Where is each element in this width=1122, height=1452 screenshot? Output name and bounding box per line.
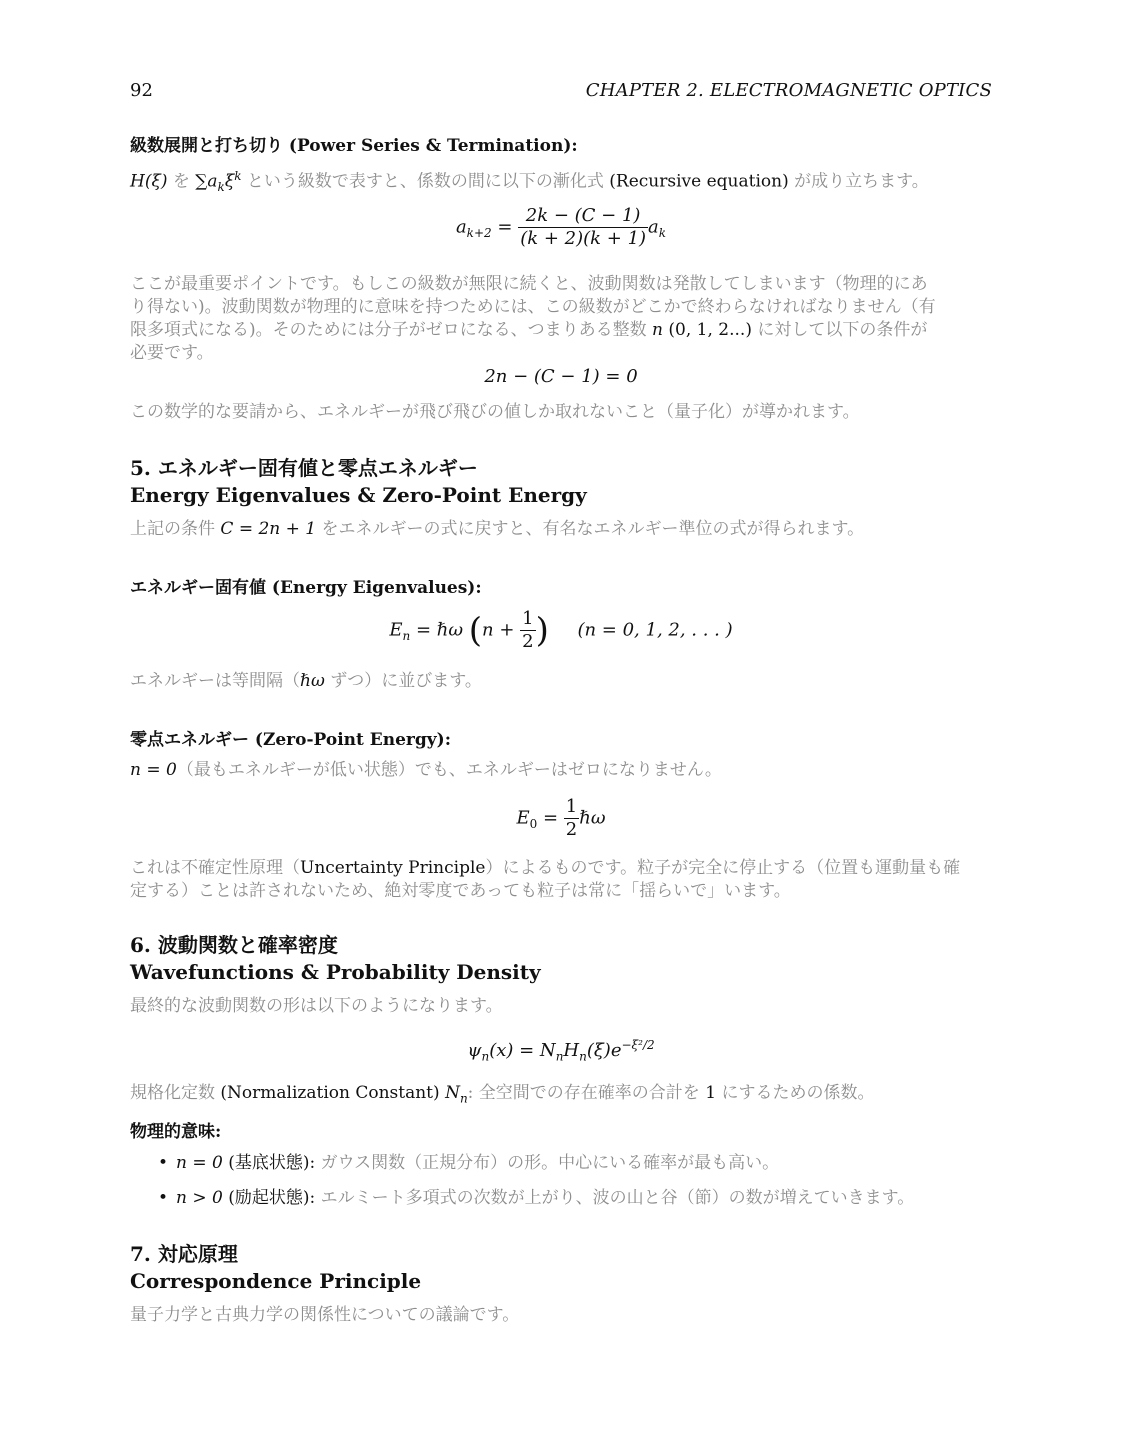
section-5-title-jp: 5. エネルギー固有値と零点エネルギー [130,456,478,480]
quantization-conclusion: この数学的な要請から、エネルギーが飛び飛びの値しか取れないこと（量子化）が導かれます。 [130,402,860,422]
section-5-intro: 上記の条件 C = 2n + 1 をエネルギーの式に戻すと、有名なエネルギー準位の式が得られます。 [130,519,865,539]
section-6-title-en: Wavefunctions & Probability Density [130,960,541,984]
zero-point-equation: $E_0$ = $\frac{1}{2}$ ℏω [516,796,606,840]
list-item: • n > 0 (励起状態): エルミート多項式の次数が上がり、波の山と谷（節）の数が増えていきます。 [158,1188,915,1208]
termination-paragraph: ここが最重要ポイントです。もしこの級数が無限に続くと、波動関数は発散してしまいます（物理的にあ り得ない)。波動関数が物理的に意味を持つためには、この級数がどこかで終わらなければなりません（有 限多項式になる)。そのためには分子がゼロになる、つまりある整数 n (0, 1, 2...) に対して以下の条件が 必要です。 [130,274,936,363]
physical-meaning-list [158,1152,992,1212]
list-item: • n = 0 (基底状態): ガウス関数（正規分布）の形。中心にいる確率が最も高い。 [158,1153,780,1173]
section-5-title-en: Energy Eigenvalues & Zero-Point Energy [130,483,587,507]
section-7-intro: 量子力学と古典力学の関係性についての議論です。 [130,1305,520,1325]
section-7-title-en: Correspondence Principle [130,1269,422,1293]
zero-point-intro: n = 0（最もエネルギーが低い状態）でも、エネルギーはゼロになりません。 [130,760,722,780]
running-header-chapter: CHAPTER 2. ELECTROMAGNETIC OPTICS [585,80,992,101]
section-7-title-jp: 7. 対応原理 [130,1242,238,1266]
wavefunction-equation: $\psi_n(x) = N_nH_n(\xi)e^{-\xi^2/2}$ [467,1038,655,1064]
recursion-fraction: $\frac{2k - (C - 1)}{(k + 2)(k + 1)}$ [520,205,647,249]
eigenvalues-heading: エネルギー固有値 (Energy Eigenvalues): [130,578,482,598]
document-page [130,0,992,1452]
eigenvalue-note: エネルギーは等間隔（ℏω ずつ）に並びます。 [130,671,482,691]
physical-meaning-heading: 物理的意味: [130,1122,222,1142]
power-series-heading: 級数展開と打ち切り (Power Series & Termination): [130,136,578,156]
section-6-intro: 最終的な波動関数の形は以下のようになります。 [130,996,503,1016]
recursion-equation: $a_{k+2}$ = $\frac{2k - (C - 1)}{(k + 2)(k + 1)}$ $a_k$ [455,205,667,249]
page-number: 92 [130,80,153,101]
normalization-note: 規格化定数 (Normalization Constant) $N_n$: 全空間での存在確率の合計を 1 にするための係数。 [130,1083,875,1106]
termination-condition: 2n − (C − 1) = 0 [484,366,638,387]
uncertainty-paragraph: これは不確定性原理（Uncertainty Principle）によるものです。粒子が完全に停止する（位置も運動量も確 定する）ことは許されないため、絶対零度であっても粒子は常に「揺らいで」います。 [130,858,961,901]
power-series-intro: H(ξ) を $\sum a_k\xi^k$ という級数で表すと、係数の間に以下の漸化式 (Recursive equation) が成り立ちます。 [130,169,929,195]
zero-point-heading: 零点エネルギー (Zero-Point Energy): [130,730,451,750]
energy-eigenvalue-equation: $E_n$ = ℏω (n + $\frac{1}{2}$ ) (n = 0, 1, 2, . . . ) [389,608,733,652]
section-6-title-jp: 6. 波動関数と確率密度 [130,933,338,957]
